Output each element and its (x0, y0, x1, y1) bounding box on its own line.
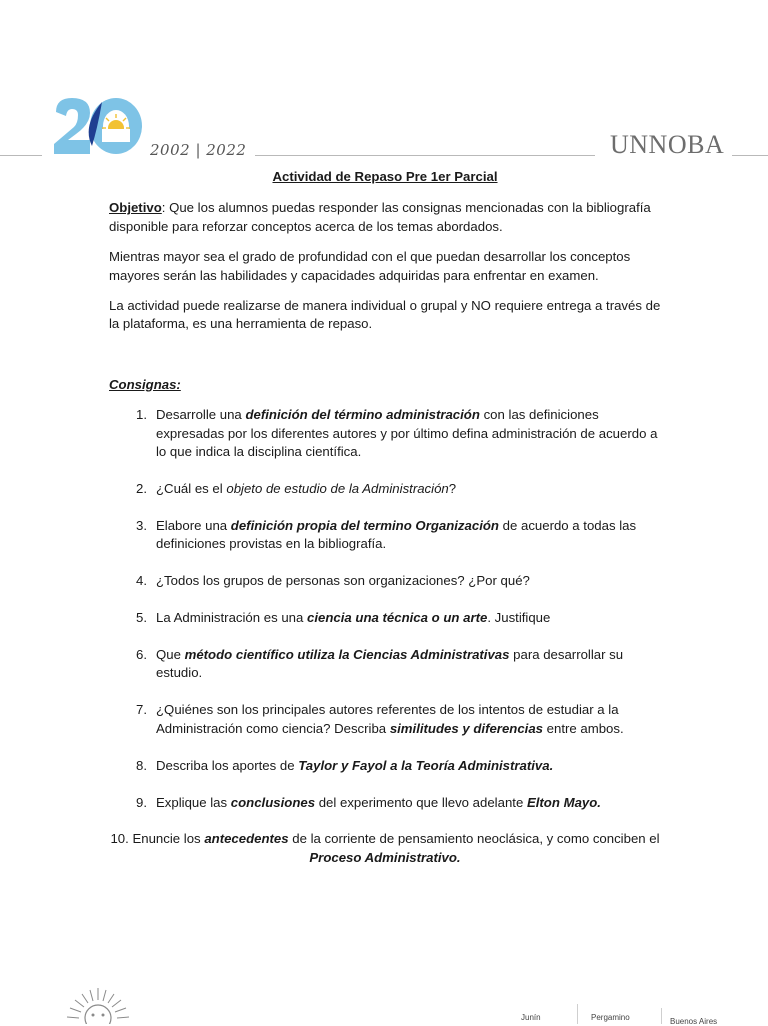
list-item (109, 517, 661, 554)
list-item (109, 646, 661, 683)
item-text: . Justifique (487, 610, 551, 626)
item-text: Describa los aportes de (156, 757, 299, 773)
item-emphasis: Taylor y Fayol a la Teoría Administrativa. (298, 757, 554, 773)
item-number: 2. (136, 480, 147, 496)
item-emphasis: antecedentes (204, 831, 289, 847)
objective-label: Objetivo (109, 200, 162, 216)
item-number: 5. (136, 610, 147, 626)
item-text: para desarrollar su estudio. (156, 647, 624, 681)
anniversary-years: 2002 | 2022 (150, 141, 247, 159)
item-number: 7. (136, 702, 147, 718)
item-emphasis: Elton Mayo. (526, 794, 601, 810)
item-text: de la corriente de pensamiento neoclásica, y como conciben el (288, 831, 660, 847)
depth-paragraph: Mientras mayor sea el grado de profundidad con el que puedan desarrollar los conceptos mayores serán las habilidades y capacidades adquiridas para enfrentar en examen. (109, 249, 631, 283)
document-title: Actividad de Repaso Pre 1er Parcial (272, 169, 498, 184)
footer-city-junin: Junín (521, 1013, 541, 1022)
objective-text: : Que los alumnos puedas responder las consignas mencionadas con la bibliografía disponible para reforzar conceptos acerca de los temas abordados. (109, 200, 651, 234)
item-text: ¿Todos los grupos de personas son organizaciones? ¿Por qué? (156, 573, 530, 589)
item-emphasis: definición del término administración (245, 407, 480, 423)
item-emphasis: ciencia una técnica o un arte (307, 610, 488, 626)
objective-paragraph (109, 199, 661, 236)
footer-city-buenos-aires: Buenos Aires (670, 1017, 718, 1026)
item-number: 8. (136, 757, 147, 773)
item-text: Explique las (156, 794, 231, 810)
item-text: Enuncie los (132, 831, 205, 847)
footer-city-pergamino: Pergamino (591, 1013, 630, 1022)
item-emphasis: similitudes y diferencias (389, 720, 543, 736)
item-number: 6. (136, 647, 147, 662)
footer-divider (577, 1004, 578, 1024)
list-item (109, 794, 661, 812)
item-text: entre ambos. (543, 720, 624, 736)
item-text: ¿Quiénes son los principales autores referentes de los intentos de estudiar a la Administración como ciencia? Describa (156, 702, 619, 736)
item-text: Desarrolle una (156, 407, 246, 423)
item-emphasis: Proceso Administrativo. (309, 849, 461, 865)
list-item (109, 757, 661, 775)
item-number: 1. (136, 407, 147, 423)
item-text: Que (156, 647, 185, 662)
list-item (109, 609, 661, 627)
document-body (109, 168, 661, 886)
delivery-paragraph: La actividad puede realizarse de manera individual o grupal y NO requiere entrega a través de la plataforma, es una herramienta de repaso. (109, 298, 661, 332)
footer-divider (661, 1008, 662, 1024)
item-number: 3. (136, 517, 147, 533)
item-number: 9. (136, 794, 147, 810)
item-text: Elabore una (156, 517, 231, 533)
header-rule-left (0, 155, 42, 156)
item-text: de acuerdo a todas las definiciones provistas en la bibliografía. (156, 517, 637, 552)
list-item (109, 830, 661, 867)
item-text: ? (448, 480, 457, 496)
item-emphasis: método científico utiliza la Ciencias Administrativas (184, 647, 510, 662)
item-emphasis: objeto de estudio de la Administración (226, 480, 449, 496)
consignas-list (109, 406, 661, 867)
item-text: ¿Cuál es el (156, 480, 227, 496)
list-item (109, 572, 661, 590)
item-number: 10. (110, 831, 129, 847)
sun-emblem-icon (62, 986, 134, 1024)
item-text: del experimento que llevo adelante (315, 794, 527, 810)
item-emphasis: definición propia del termino Organización (230, 517, 499, 533)
header-rule-right (732, 155, 768, 156)
consignas-heading: Consignas: (109, 376, 181, 392)
university-wordmark: UNNOBA (610, 130, 725, 159)
header-rule-middle (255, 155, 595, 156)
list-item (109, 701, 661, 738)
item-number: 4. (136, 573, 147, 589)
item-emphasis: conclusiones (230, 794, 316, 810)
list-item (109, 406, 661, 461)
anniversary-20-logo (52, 96, 144, 158)
item-text: con las definiciones expresadas por los diferentes autores y por último defina administración de acuerdo a lo que indica la disciplina científica. (156, 407, 658, 460)
item-text: La Administración es una (156, 610, 308, 626)
list-item (109, 480, 661, 498)
